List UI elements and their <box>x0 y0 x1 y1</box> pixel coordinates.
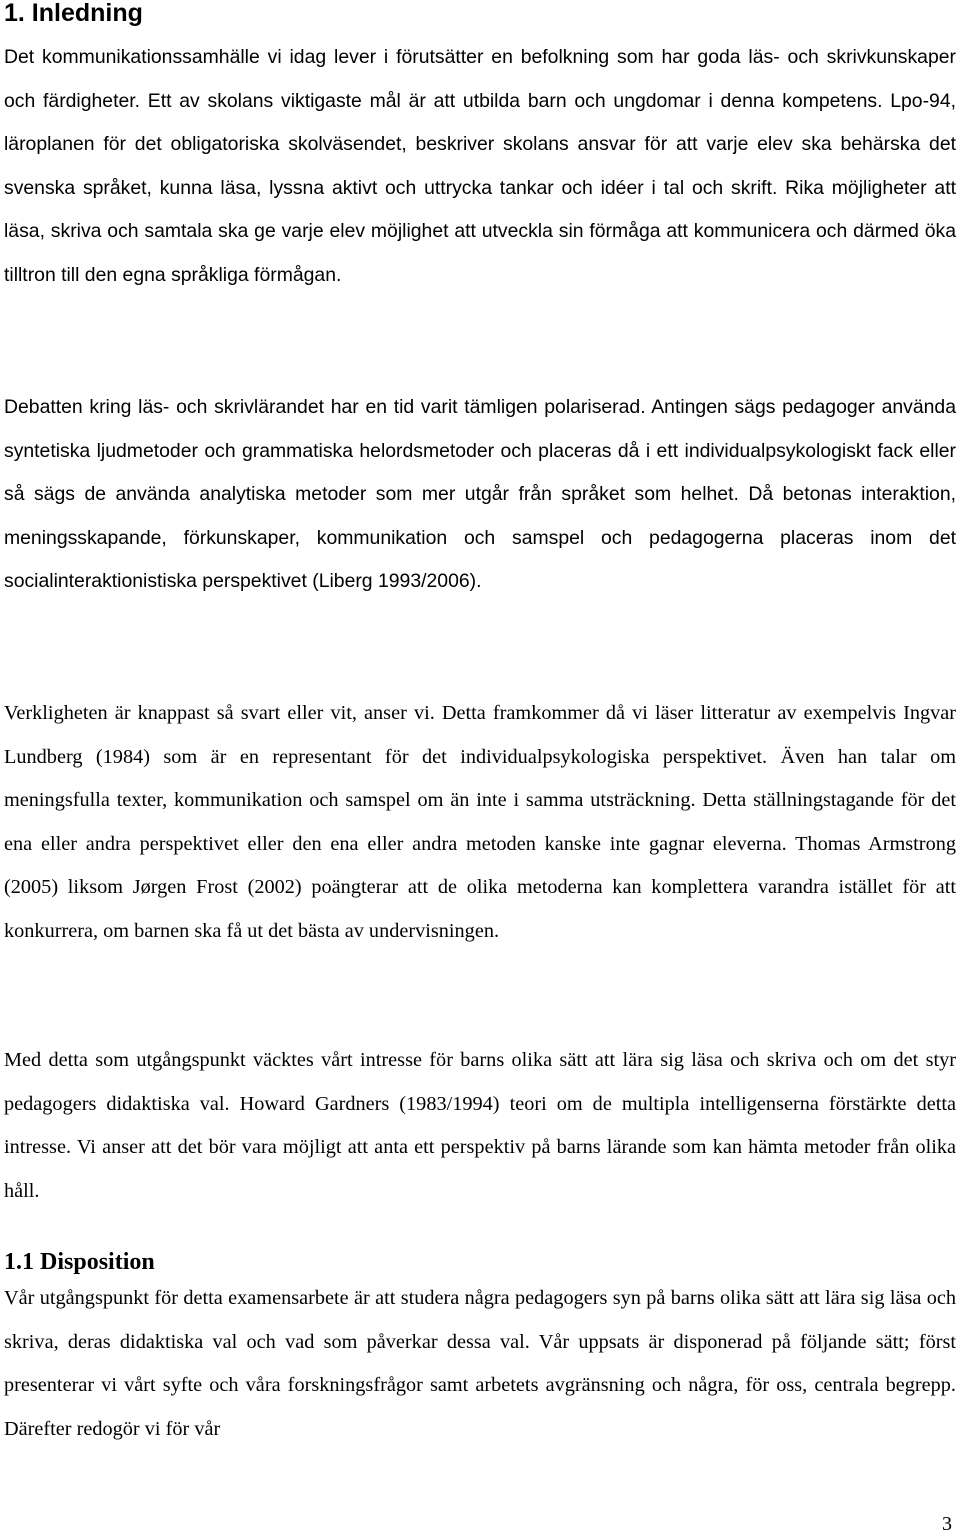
subsection-heading: 1.1 Disposition <box>4 1249 155 1275</box>
paragraph-intro: Det kommunikationssamhälle vi idag lever i förutsätter en befolkning som har goda läs- och skrivkunskaper och färdigheter. Ett av skolans viktigaste mål är att utbilda barn och ungdomar i denna kompetens. Lpo-94, läroplanen för det obligatoriska skolväsendet, beskriver skolans ansvar för att varje elev ska behärska det svenska språket, kunna läsa, lyssna aktivt och uttrycka tankar och idéer i tal och skrift. Rika möjligheter att läsa, skriva och samtala ska ge varje elev möjlighet att utveckla sin förmåga att kommunicera och därmed öka tilltron till den egna språkliga förmågan. <box>4 46 956 286</box>
section-heading: 1. Inledning <box>4 0 143 27</box>
page-number: 3 <box>942 1513 952 1535</box>
paragraph-reality: Verkligheten är knappast så svart eller vit, anser vi. Detta framkommer då vi läser litteratur av exempelvis Ingvar Lundberg (1984) som är en representant för det individualpsykologiska perspektivet. Även han talar om meningsfulla texter, kommunikation och samspel om än inte i samma utsträckning. Detta ställningstagande för det ena eller andra perspektivet eller den ena eller andra metoden kanske inte gagnar eleverna. Thomas Armstrong (2005) liksom Jørgen Frost (2002) poängterar att de olika metoderna kan komplettera varandra istället för att konkurrera, om barnen ska få ut det bästa av undervisningen. <box>4 702 956 942</box>
paragraph-disposition: Vår utgångspunkt för detta examensarbete är att studera några pedagogers syn på barns olika sätt att lära sig läsa och skriva, deras didaktiska val och vad som påverkar dessa val. Vår uppsats är disponerad på följande sätt; först presenterar vi vårt syfte och våra forskningsfrågor samt arbetets avgränsning och några, för oss, centrala begrepp. Därefter redogör vi för vår <box>4 1287 956 1440</box>
paragraph-starting-point: Med detta som utgångspunkt väcktes vårt intresse för barns olika sätt att lära sig läsa och skriva och om det styr pedagogers didaktiska val. Howard Gardners (1983/1994) teori om de multipla intelligenserna förstärkte detta intresse. Vi anser att det bör vara möjligt att anta ett perspektiv på barns lärande som kan hämta metoder från olika håll. <box>4 1049 956 1202</box>
paragraph-debate: Debatten kring läs- och skrivlärandet har en tid varit tämligen polariserad. Antingen sägs pedagoger använda syntetiska ljudmetoder och grammatiska helordsmetoder och placeras då i ett individualpsykologiskt fack eller så sägs de använda analytiska metoder som mer utgår från språket som helhet. Då betonas interaktion, meningsskapande, förkunskaper, kommunikation och samspel och pedagogerna placeras inom det socialinteraktionistiska perspektivet (Liberg 1993/2006). <box>4 396 956 592</box>
